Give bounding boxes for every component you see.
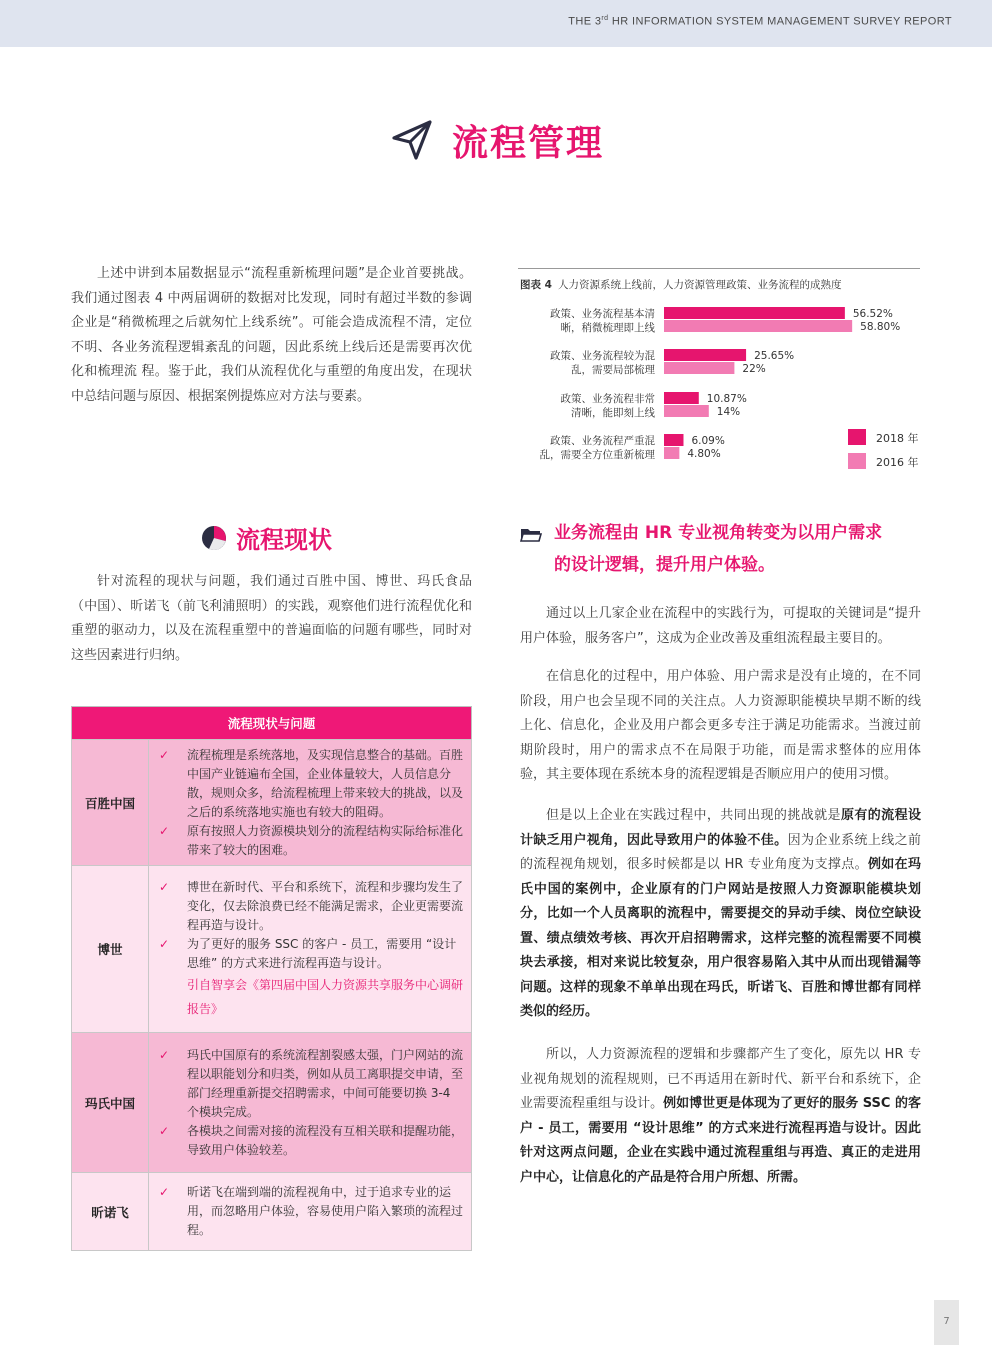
check-icon: ✓ xyxy=(159,1185,170,1199)
right-paragraph-3: 但是以上企业在实践过程中，共同出现的挑战就是原有的流程设计缺乏用户视角，因此导致用户的体验不佳。因为企业系统上线之前的流程视角规划，很多时候都是以 HR 专业角度为支撑点。例如在玛氏中国的案例中，企业原有的门户网站是按照人力资源职能模块划分，比如一个人员离职的流程中，需要提交的异动手续、岗位空缺设置、绩点绩效考核、再次开启招聘需求，这样完整的流程需要不同模块去承接，相对来说比较复杂，用户很容易陷入其中从而出现错漏等问题。这样的现象不单单出现在玛氏，昕诺飞、百胜和博世都有同样类似的经历。 xyxy=(520,808,921,1019)
status-table xyxy=(71,706,472,1251)
data-label: 56.52% xyxy=(852,308,893,320)
bar xyxy=(664,392,699,404)
table-row xyxy=(72,740,472,866)
issue-item: ✓ 各模块之间需对接的流程没有互相关联和提醒功能，导致用户体验较差。 xyxy=(157,1122,463,1160)
bar xyxy=(664,447,679,459)
legend-swatch xyxy=(848,429,866,445)
category-label: 晰，稍微梳理即上线 xyxy=(560,322,655,334)
legend-swatch xyxy=(848,453,866,469)
header-bar xyxy=(0,0,992,47)
issue-item: ✓ 玛氏中国原有的系统流程割裂感太强，门户网站的流程以职能划分和归类，例如从员工离职提交申请，至部门经理重新提交招聘需求，中间可能要切换 3-4 个模块完成。 xyxy=(157,1046,463,1122)
table-row xyxy=(72,1173,472,1251)
pie-chart-icon xyxy=(200,524,228,552)
issue-list xyxy=(149,866,472,1033)
folder-icon xyxy=(520,526,542,542)
chart-4 xyxy=(518,268,920,475)
intro-paragraph: 上述中讲到本届数据显示“流程重新梳理问题”是企业首要挑战。我们通过图表 4 中两届调研的数据对比发现，同时有超过半数的参调企业是“稍微梳理之后就匆忙上线系统”。可能会造成流程不清，定位不明、各业务流程逻辑紊乱的问题，因此系统上线后还是需要再次优化和梳理流 程。鉴于此，我们从流程优化与重塑的角度出发，在现状中总结问题与原因、根据案例提炼应对方法与要素。 xyxy=(71,266,472,404)
bar xyxy=(664,349,746,361)
issue-item: ✓ 流程梳理是系统落地，及实现信息整合的基础。百胜中国产业链遍布全国，企业体量较大，人员信息分散，规则众多，给流程梳理上带来较大的挑战，以及之后的系统落地实施也有较大的阻碍。 xyxy=(157,746,463,822)
status-paragraph: 针对流程的现状与问题，我们通过百胜中国、博世、玛氏食品（中国）、昕诺飞（前飞利浦照明）的实践，观察他们进行流程优化和重塑的驱动力，以及在流程重塑中的普遍面临的问题有哪些，同时对这些因素进行归纳。 xyxy=(71,574,472,663)
status-section-heading xyxy=(200,520,332,555)
check-icon: ✓ xyxy=(159,823,170,838)
table-header: 流程现状与问题 xyxy=(72,707,472,740)
check-icon: ✓ xyxy=(159,879,170,894)
company-name: 百胜中国 xyxy=(72,740,149,866)
issue-item: ✓ 昕诺飞在端到端的流程视角中，过于追求专业的运用，而忽略用户体验，容易使用户陷入繁琐的流程过程。 xyxy=(157,1183,463,1240)
bar xyxy=(664,434,683,446)
data-label: 10.87% xyxy=(706,393,747,405)
category-label: 政策、业务流程基本清 xyxy=(550,308,655,320)
company-name: 昕诺飞 xyxy=(72,1173,149,1251)
issue-list xyxy=(149,1173,472,1251)
issue-item: ✓ 博世在新时代、平台和系统下，流程和步骤均发生了变化，仅去除浪费已经不能满足需求，企业更需要流程再造与设计。 xyxy=(157,878,463,935)
bar xyxy=(664,362,734,374)
bar xyxy=(664,405,709,417)
check-icon: ✓ xyxy=(159,1047,170,1062)
data-label: 4.80% xyxy=(687,448,721,460)
status-section-title: 流程现状 xyxy=(236,525,332,554)
category-label: 乱，需要全方位重新梳理 xyxy=(539,449,655,461)
table-row xyxy=(72,866,472,1033)
company-name: 博世 xyxy=(72,866,149,1033)
legend-label: 2018 年 xyxy=(876,432,919,445)
check-icon: ✓ xyxy=(159,1123,170,1138)
check-icon: ✓ xyxy=(159,747,170,762)
check-icon: ✓ xyxy=(159,936,170,951)
category-label: 政策、业务流程较为混 xyxy=(550,350,655,362)
data-label: 6.09% xyxy=(691,435,725,447)
category-label: 清晰，能即刻上线 xyxy=(571,407,655,419)
issue-list xyxy=(149,740,472,866)
issue-item: ✓ 原有按照人力资源模块划分的流程结构实际给标准化带来了较大的困难。 xyxy=(157,822,463,860)
bar-chart xyxy=(518,269,920,475)
right-heading-line1: 业务流程由 HR 专业视角转变为以用户需求 xyxy=(554,523,883,543)
bar xyxy=(664,307,845,319)
right-heading xyxy=(520,517,920,581)
section-title xyxy=(390,112,604,168)
right-paragraph-2: 在信息化的过程中，用户体验、用户需求是没有止境的，在不同阶段，用户也会呈现不同的关注点。人力资源职能模块早期不断的线上化、信息化，企业及用户都会更多专注于满足功能需求。当渡过前期阶段时，用户的需求点不在局限于功能，而是需求整体的应用体验，其主要体现在系统本身的流程逻辑是否顺应用户的使用习惯。 xyxy=(520,669,921,782)
legend-label: 2016 年 xyxy=(876,456,919,469)
citation: 引自智享会《第四届中国人力资源共享服务中心调研报告》 xyxy=(187,977,464,1016)
table-row xyxy=(72,1033,472,1173)
right-paragraph-1: 通过以上几家企业在流程中的实践行为，可提取的关键词是“提升用户体验，服务客户”，这成为企业改善及重组流程最主要目的。 xyxy=(520,606,921,646)
report-title: THE 3rd HR INFORMATION SYSTEM MANAGEMENT SURVEY REPORT xyxy=(568,15,952,28)
data-label: 58.80% xyxy=(860,321,901,333)
bar xyxy=(664,320,852,332)
right-paragraph-4: 所以，人力资源流程的逻辑和步骤都产生了变化，原先以 HR 专业视角规划的流程规则，已不再适用在新时代、新平台和系统下，企业需要流程重组与设计。例如博世更是体现为了更好的服务 SSC 的客户 - 员工，需要用 “设计思维” 的方式来进行流程再造与设计。因此针对这两点问题，企业在实践中通过流程重组与再造、真正的走进用户中心，让信息化的产品是符合用户所想、所需。 xyxy=(520,1047,921,1185)
page-number: 7 xyxy=(934,1300,959,1345)
category-label: 政策、业务流程严重混 xyxy=(550,435,655,447)
issue-list xyxy=(149,1033,472,1173)
paper-plane-icon xyxy=(390,118,434,162)
company-name: 玛氏中国 xyxy=(72,1033,149,1173)
issue-item: ✓ 为了更好的服务 SSC 的客户 - 员工，需要用 “设计思维” 的方式来进行流程再造与设计。 xyxy=(157,935,463,973)
right-heading-line2: 的设计逻辑，提升用户体验。 xyxy=(554,555,775,575)
chart-caption: 图表 4 人力资源系统上线前，人力资源管理政策、业务流程的成熟度 xyxy=(520,279,842,291)
data-label: 22% xyxy=(742,363,766,375)
category-label: 乱，需要局部梳理 xyxy=(571,364,655,376)
data-label: 25.65% xyxy=(754,350,795,362)
page-title: 流程管理 xyxy=(452,122,605,164)
data-label: 14% xyxy=(716,406,741,418)
category-label: 政策、业务流程非常 xyxy=(560,393,655,405)
